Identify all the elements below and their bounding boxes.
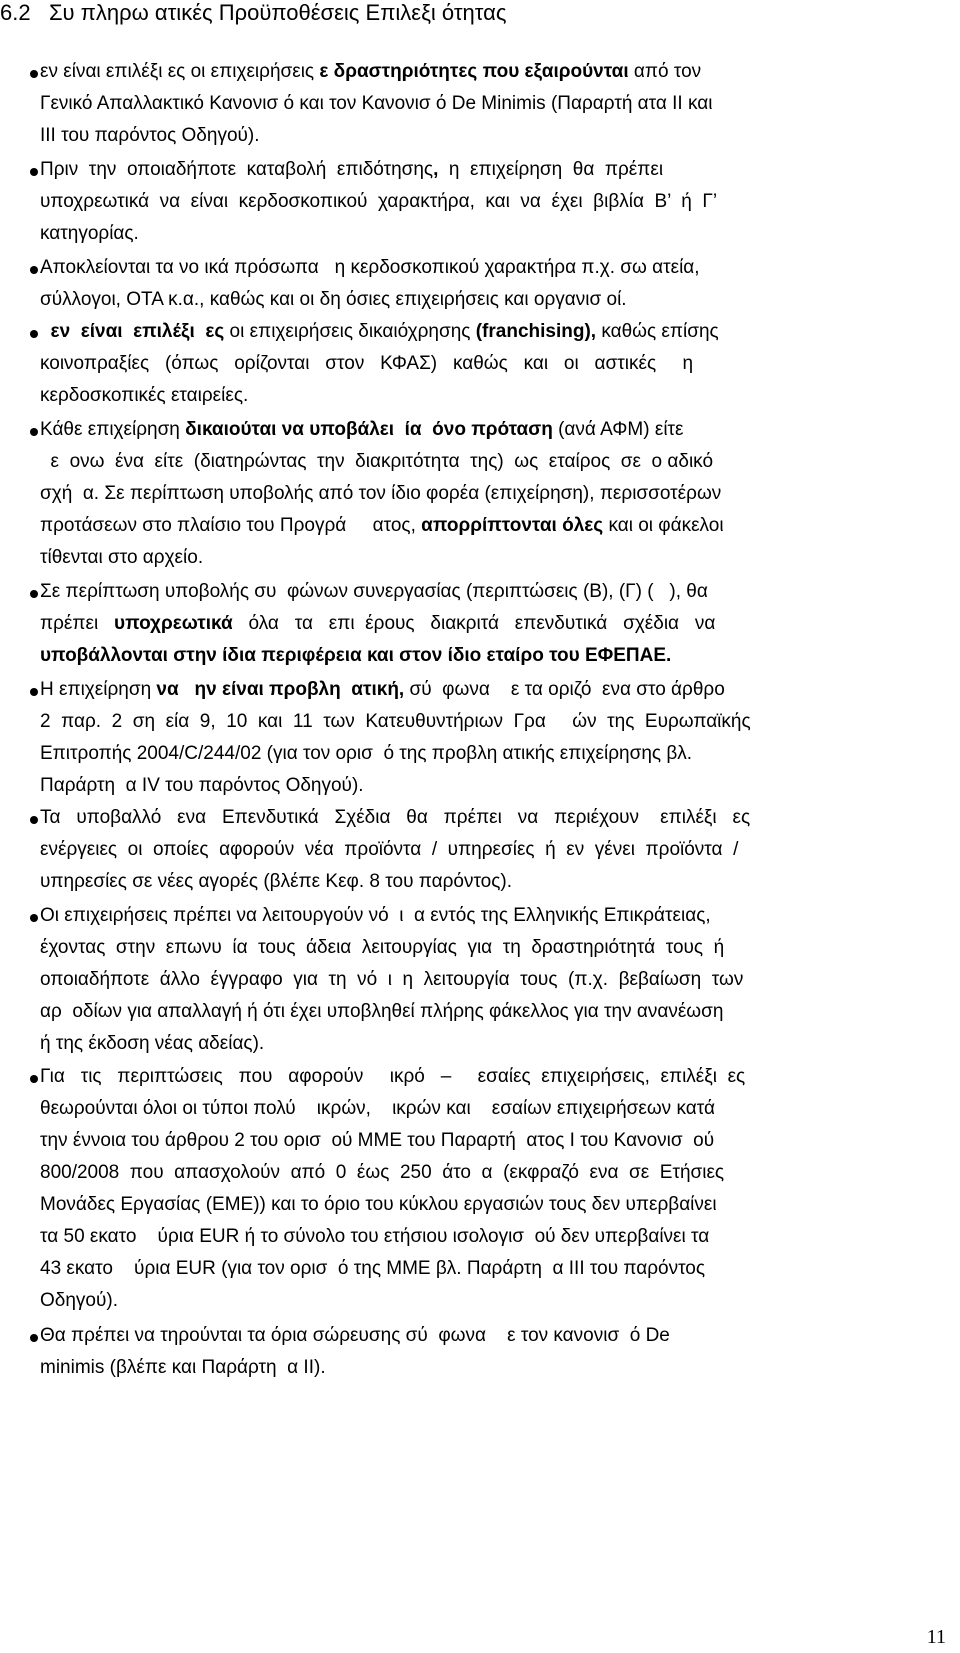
- bullet-icon: [30, 266, 38, 274]
- text-span: εν είναι επιλέξι ες οι επιχειρήσεις: [40, 61, 320, 82]
- text-span: πρέπει: [40, 613, 115, 634]
- list-item-line: [40, 1032, 264, 1056]
- section-number: 6.2: [0, 0, 31, 25]
- section-heading: [0, 0, 506, 26]
- bold-text: (franchising),: [475, 321, 597, 342]
- text-span: υποχρεωτικά να είναι κερδοσκοπικού χαρακτήρα, και να έχει βιβλία Β’ ή Γ’: [40, 191, 718, 212]
- text-span: καθώς επίσης: [596, 321, 719, 342]
- list-item-line: [40, 1065, 745, 1089]
- text-span: σύλλογοι, ΟΤΑ κ.α., καθώς και οι δη όσιες επιχειρήσεις και οργανισ οί.: [40, 289, 627, 310]
- text-span: Μονάδες Εργασίας (ΕΜΕ)) και το όριο του κύκλου εργασιών τους δεν υπερβαίνει: [40, 1194, 717, 1215]
- list-item-line: [40, 774, 364, 798]
- page-number: 11: [926, 1626, 946, 1648]
- list-item-line: [40, 352, 693, 376]
- text-span: minimis (βλέπε και Παράρτη α ΙΙ).: [40, 1357, 326, 1378]
- text-span: προτάσεων στο πλαίσιο του Προγρά ατος,: [40, 515, 422, 536]
- bullet-icon: [30, 1075, 38, 1083]
- text-span: η επιχείρηση θα πρέπει: [438, 159, 664, 180]
- list-item-line: [40, 546, 203, 570]
- list-item-line: [40, 742, 692, 766]
- list-item-line: [40, 320, 719, 344]
- text-span: οι επιχειρήσεις δικαιόχρησης: [224, 321, 476, 342]
- text-span: Θα πρέπει να τηρούνται τα όρια σώρευσης σύ φωνα ε τον κανονισ ό De: [40, 1325, 670, 1346]
- text-span: Παράρτη α IV του παρόντος Οδηγού).: [40, 775, 364, 796]
- text-span: αρ οδίων για απαλλαγή ή ότι έχει υποβληθεί πλήρης φάκελλος για την ανανέωση: [40, 1001, 724, 1022]
- text-span: κατηγορίας.: [40, 223, 139, 244]
- bold-text: δικαιούται να υποβάλει ία όνο πρόταση: [185, 419, 553, 440]
- text-span: Οδηγού).: [40, 1290, 118, 1311]
- list-item-line: [40, 418, 684, 442]
- bullet-icon: [30, 428, 38, 436]
- list-item-line: [40, 1356, 326, 1380]
- list-item-line: [40, 710, 751, 734]
- list-item-line: [40, 1289, 118, 1313]
- list-item-line: [40, 806, 750, 830]
- text-span: Η επιχείρηση: [40, 679, 157, 700]
- text-span: σχή α. Σε περίπτωση υποβολής από τον ίδιο φορέα (επιχείρηση), περισσοτέρων: [40, 483, 722, 504]
- list-item-line: [40, 1193, 717, 1217]
- text-span: από τον: [628, 61, 702, 82]
- text-span: οποιαδήποτε άλλο έγγραφο για τη νό ι η λειτουργία τους (π.χ. βεβαίωση των: [40, 969, 744, 990]
- list-item-line: [40, 92, 712, 116]
- list-item-line: [40, 968, 743, 992]
- text-span: Σε περίπτωση υποβολής συ φώνων συνεργασίας (περιπτώσεις (Β), (Γ) ( ), θα: [40, 581, 708, 602]
- text-span: και οι φάκελοι: [603, 515, 724, 536]
- text-span: την έννοια του άρθρου 2 του ορισ ού ΜΜΕ του Παραρτή ατος Ι του Κανονισ ού: [40, 1130, 715, 1151]
- text-span: ή της έκδοση νέας αδείας).: [40, 1033, 265, 1054]
- bold-text: υποβάλλονται στην ίδια περιφέρεια και στον ίδιο εταίρο του ΕΦΕΠΑΕ.: [40, 645, 672, 666]
- list-item-line: [40, 288, 627, 312]
- list-item-line: [40, 158, 663, 182]
- list-item-line: [40, 1225, 709, 1249]
- bold-text: να ην είναι προβλη ατική,: [156, 679, 405, 700]
- text-span: κερδοσκοπικές εταιρείες.: [40, 385, 249, 406]
- bullet-icon: [30, 688, 38, 696]
- list-item-line: [40, 222, 139, 246]
- list-item-line: [40, 838, 738, 862]
- list-item-line: [40, 870, 512, 894]
- text-span: τα 50 εκατο ύρια EUR ή το σύνολο του ετήσιου ισολογισ ού δεν υπερβαίνει τα: [40, 1226, 710, 1247]
- text-span: Πριν την οποιαδήποτε καταβολή επιδότησης: [40, 159, 434, 180]
- list-item-line: [40, 612, 715, 636]
- list-item-line: [40, 1161, 724, 1185]
- text-span: ΙΙΙ του παρόντος Οδηγού).: [40, 125, 260, 146]
- list-item-line: [40, 384, 248, 408]
- list-item-line: [40, 1257, 705, 1281]
- bullet-icon: [30, 330, 38, 338]
- bullet-icon: [30, 816, 38, 824]
- bold-text: ,: [433, 159, 439, 180]
- text-span: Επιτροπής 2004/C/244/02 (για τον ορισ ό της προβλη ατικής επιχείρησης βλ.: [40, 743, 693, 764]
- list-item-line: [40, 514, 724, 538]
- text-span: τίθενται στο αρχείο.: [40, 547, 204, 568]
- text-span: Τα υποβαλλό ενα Επενδυτικά Σχέδια θα πρέπει να περιέχουν επιλέξι ες: [40, 807, 751, 828]
- text-span: έχοντας στην επωνυ ία τους άδεια λειτουργίας για τη δραστηριότητά τους ή: [40, 937, 725, 958]
- text-span: θεωρούνται όλοι οι τύποι πολύ ικρών, ικρών και εσαίων επιχειρήσεων κατά: [40, 1098, 715, 1119]
- bullet-icon: [30, 1334, 38, 1342]
- text-span: (ανά ΑΦΜ) είτε: [552, 419, 684, 440]
- list-item-line: [40, 482, 721, 506]
- section-title: Συ πληρω ατικές Προϋποθέσεις Επιλεξι ότητας: [48, 0, 507, 25]
- text-span: κοινοπραξίες (όπως ορίζονται στον ΚΦΑΣ) καθώς και οι αστικές η: [40, 353, 694, 374]
- list-item-line: [40, 936, 724, 960]
- text-span: Για τις περιπτώσεις που αφορούν ικρό – εσαίες επιχειρήσεις, επιλέξι ες: [40, 1066, 746, 1087]
- list-item-line: [40, 190, 717, 214]
- text-span: 800/2008 που απασχολούν από 0 έως 250 άτο α (εκφραζό ενα σε Ετήσιες: [40, 1162, 725, 1183]
- text-span: όλα τα επι έρους διακριτά επενδυτικά σχέδια να: [232, 613, 716, 634]
- list-item-line: [40, 644, 671, 668]
- bold-text: εν είναι επιλέξι ες: [40, 321, 225, 342]
- bullet-icon: [30, 914, 38, 922]
- list-item-line: [40, 256, 700, 280]
- bullet-icon: [30, 168, 38, 176]
- bold-text: υποχρεωτικά: [114, 613, 233, 634]
- text-span: 43 εκατο ύρια EUR (για τον ορισ ό της ΜΜΕ βλ. Παράρτη α ΙΙΙ του παρόντος: [40, 1258, 706, 1279]
- list-item-line: [40, 678, 725, 702]
- text-span: Κάθε επιχείρηση: [40, 419, 186, 440]
- text-span: ε ονω ένα είτε (διατηρώντας την διακριτότητα της) ως εταίρος σε ο αδικό: [40, 451, 714, 472]
- list-item-line: [40, 450, 713, 474]
- text-span: Αποκλείονται τα νο ικά πρόσωπα η κερδοσκοπικού χαρακτήρα π.χ. σω ατεία,: [40, 257, 700, 278]
- text-span: Οι επιχειρήσεις πρέπει να λειτουργούν νό ι α εντός της Ελληνικής Επικράτειας,: [40, 905, 711, 926]
- bold-text: ε δραστηριότητες που εξαιρούνται: [319, 61, 629, 82]
- list-item-line: [40, 60, 701, 84]
- list-item-line: [40, 904, 711, 928]
- text-span: ενέργειες οι οποίες αφορούν νέα προϊόντα / υπηρεσίες ή εν γένει προϊόντα /: [40, 839, 739, 860]
- list-item-line: [40, 1129, 714, 1153]
- list-item-line: [40, 1324, 670, 1348]
- bold-text: απορρίπτονται όλες: [421, 515, 604, 536]
- text-span: 2 παρ. 2 ση εία 9, 10 και 11 των Κατευθυντήριων Γρα ών της Ευρωπαϊκής: [40, 711, 751, 732]
- list-item-line: [40, 1000, 723, 1024]
- text-span: υπηρεσίες σε νέες αγορές (βλέπε Κεφ. 8 του παρόντος).: [40, 871, 513, 892]
- text-span: σύ φωνα ε τα οριζό ενα στο άρθρο: [404, 679, 725, 700]
- list-item-line: [40, 1097, 715, 1121]
- text-span: Γενικό Απαλλακτικό Κανονισ ό και τον Κανονισ ό De Minimis (Παραρτή ατα ΙΙ και: [40, 93, 713, 114]
- list-item-line: [40, 580, 708, 604]
- bullet-icon: [30, 590, 38, 598]
- bullet-icon: [30, 70, 38, 78]
- list-item-line: [40, 124, 260, 148]
